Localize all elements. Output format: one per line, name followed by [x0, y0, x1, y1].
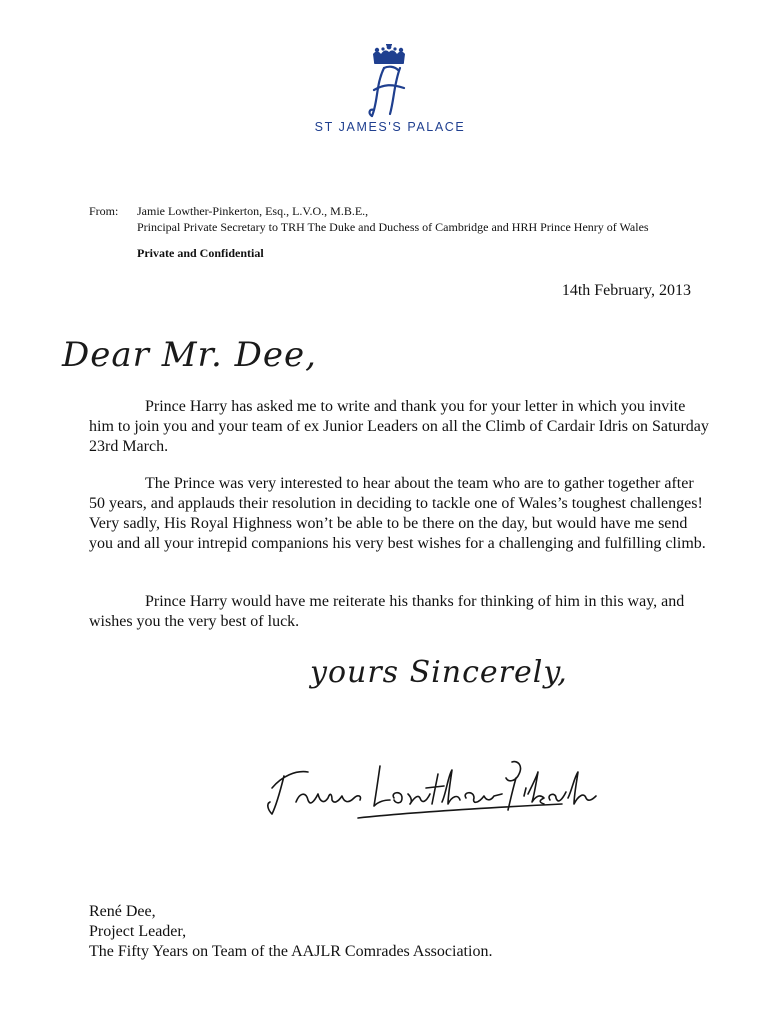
body-paragraph: Prince Harry would have me reiterate his thanks for thinking of him in this way, and wishes you the very best of luck. — [89, 593, 685, 630]
sender-title: Principal Private Secretary to TRH The Duke and Duchess of Cambridge and HRH Prince Henry of Wales — [137, 220, 649, 234]
recipient-organisation: The Fifty Years on Team of the AAJLR Comrades Association. — [89, 943, 493, 960]
from-label: From: — [89, 204, 119, 218]
handwritten-closing: yours Sincerely, — [310, 655, 568, 690]
handwritten-salutation: Dear Mr. Dee, — [62, 335, 317, 375]
crowned-h-monogram-icon — [364, 44, 414, 120]
sender-name: Jamie Lowther-Pinkerton, Esq., L.V.O., M.B.E., — [137, 204, 369, 218]
recipient-name: René Dee, — [89, 903, 156, 920]
classification-label: Private and Confidential — [137, 246, 264, 260]
body-paragraph: The Prince was very interested to hear about the team who are to gather together after 50 years, and applauds their resolution in deciding to tackle one of Wales’s toughest challenges! Very sadly, His Royal Highness won’t be able to be there on the day, but would have me send you and all your intrepid companions his very best wishes for a challenging and fulfilling climb. — [89, 475, 706, 552]
body-paragraph: Prince Harry has asked me to write and thank you for your letter in which you invite him to join you and your team of ex Junior Leaders on all the Climb of Cardair Idris on Saturday 23rd March. — [89, 398, 709, 455]
recipient-block — [89, 902, 492, 962]
letter-date: 14th February, 2013 — [561, 282, 691, 299]
recipient-role: Project Leader, — [89, 923, 187, 940]
letterhead-place: ST JAMES'S PALACE — [314, 120, 466, 134]
handwritten-signature — [262, 748, 598, 828]
